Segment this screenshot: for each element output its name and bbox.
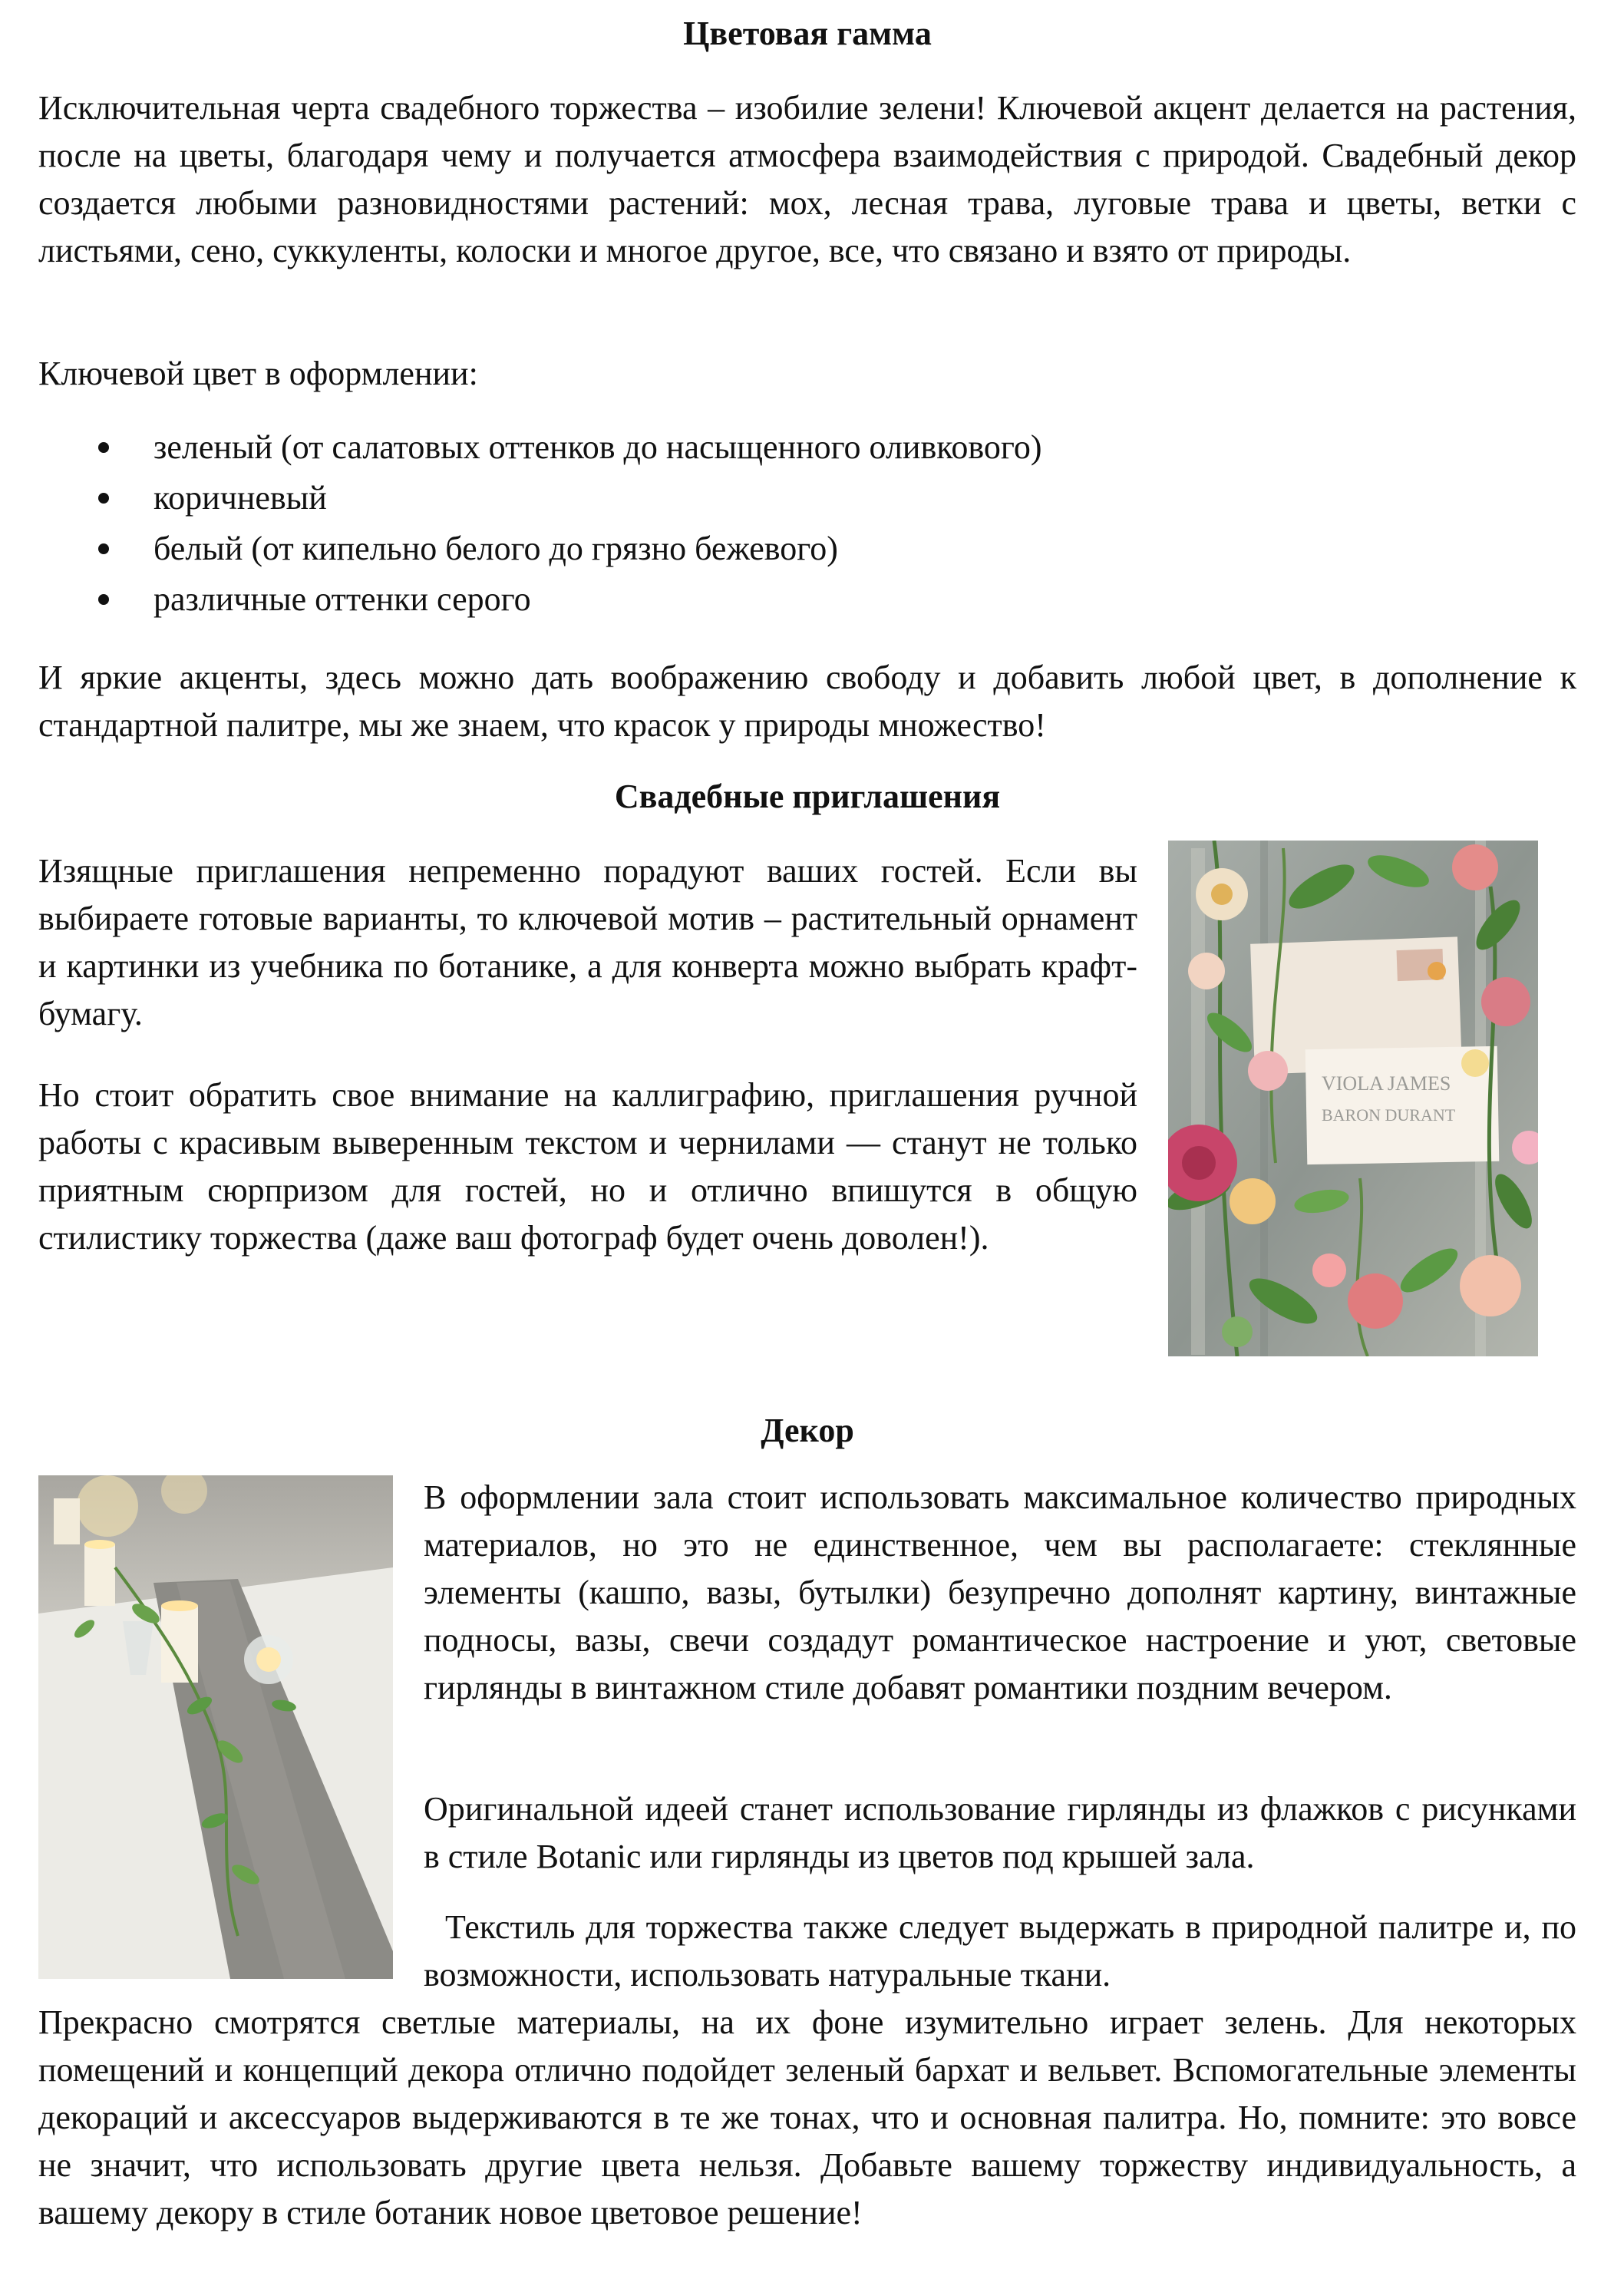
card-name-first: VIOLA JAMES	[1322, 1072, 1451, 1095]
paragraph-invitations-2: Но стоит обратить свое внимание на каллиграфию, приглашения ручной работы с красивым выверенным текстом и чернилами — станут не только приятным сюрпризом для гостей, но и отлично впишутся в общую стилистику торжества (даже ваш фотограф будет очень доволен!).	[38, 1076, 1137, 1257]
paragraph-decor-3-start: Текстиль для торжества также следует выдержать в природной палитре и, по возможности, использовать натуральные ткани.	[424, 1908, 1576, 1993]
bullet-icon	[98, 594, 109, 605]
paragraph-decor-3-rest: Прекрасно смотрятся светлые материалы, на их фоне изумительно играет зелень. Для некоторых помещений и концепций декора отлично подойдет зеленый бархат и вельвет. Вспомогательные элементы декораций и аксессуаров выдерживаются в те же тонах, что и основная палитра. Но, помните: это вовсе не значит, что использовать другие цвета нельзя. Добавьте вашему торжеству индивидуальность, а вашему декору в стиле ботаник новое цветовое решение!	[38, 2003, 1576, 2231]
section-title-colors: Цветовая гамма	[683, 15, 932, 52]
bullet-icon	[98, 493, 109, 504]
key-colors-list	[38, 422, 1576, 625]
paragraph-decor-2: Оригинальной идеей станет использование гирлянды из флажков с рисунками в стиле Botanic или гирлянды из цветов под крышей зала.	[424, 1790, 1576, 1875]
list-item: белый (от кипельно белого до грязно бежевого)	[38, 524, 1576, 574]
list-item: различные оттенки серого	[38, 574, 1576, 625]
list-item: зеленый (от салатовых оттенков до насыщенного оливкового)	[38, 422, 1576, 473]
bullet-icon	[98, 442, 109, 453]
paragraph-accents: И яркие акценты, здесь можно дать воображению свободу и добавить любой цвет, в дополнение к стандартной палитре, мы же знаем, что красок у природы множество!	[38, 659, 1576, 744]
card-name-second: BARON DURANT	[1322, 1105, 1456, 1125]
section-title-decor: Декор	[761, 1412, 854, 1449]
key-color-label: Ключевой цвет в оформлении:	[38, 355, 478, 392]
section-title-invitations: Свадебные приглашения	[614, 778, 1001, 815]
bullet-icon	[98, 543, 109, 554]
paragraph-colors-intro: Исключительная черта свадебного торжества – изобилие зелени! Ключевой акцент делается на растения, после на цветы, благодаря чему и получается атмосфера взаимодействия с природой. Свадебный декор создается любыми разновидностями растений: мох, лесная трава, луговые трава и цветы, ветки с листьями, сено, суккуленты, колоски и многое другое, все, что связано и взято от природы.	[38, 89, 1576, 269]
paragraph-decor-1: В оформлении зала стоит использовать максимальное количество природных материалов, но это не единственное, чем вы располагаете: стеклянные элементы (кашпо, вазы, бутылки) безупречно дополнят картину, винтажные подносы, вазы, свечи создадут романтическое настроение и уют, световые гирлянды в винтажном стиле добавят романтики поздним вечером.	[424, 1478, 1576, 1706]
table-decor-photo	[38, 1475, 393, 1979]
paragraph-invitations-1: Изящные приглашения непременно порадуют ваших гостей. Если вы выбираете готовые варианты, то ключевой мотив – растительный орнамент и картинки из учебника по ботанике, а для конверта можно выбрать крафт-бумагу.	[38, 852, 1137, 1032]
invitation-flowers-photo	[1168, 841, 1538, 1356]
list-item: коричневый	[38, 473, 1576, 524]
